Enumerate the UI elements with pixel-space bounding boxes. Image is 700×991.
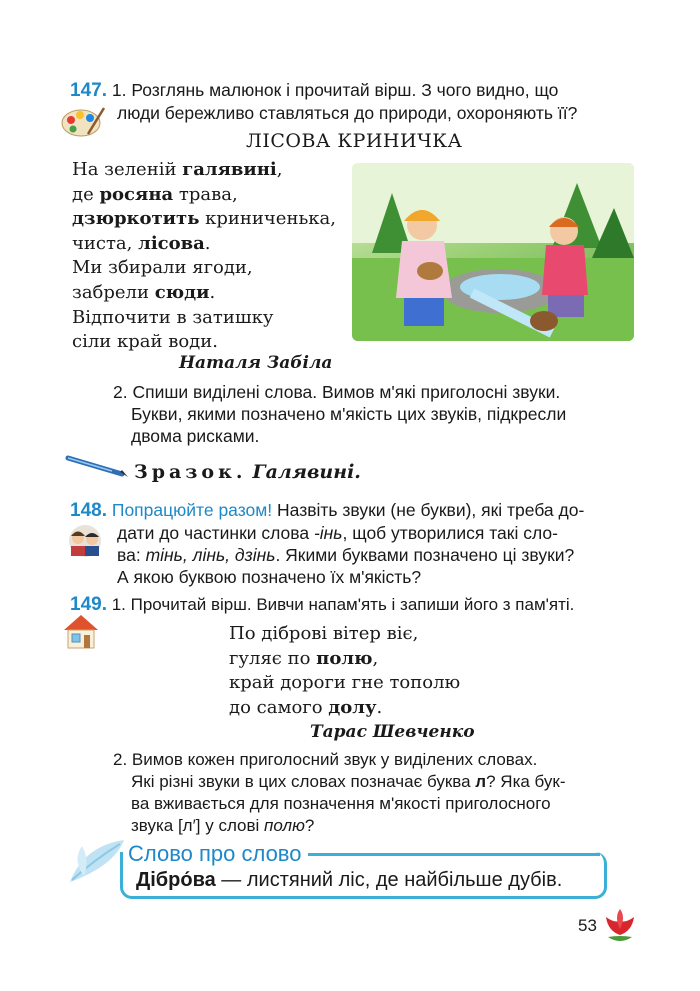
word-term: Дібро́ва bbox=[136, 869, 216, 891]
task-text-line: ва: тінь, лінь, дзінь. Якими буквами позначено ці звуки? bbox=[117, 545, 575, 565]
poem-line: край дороги гне тополю bbox=[229, 672, 461, 694]
task-149-part2 bbox=[113, 749, 638, 837]
task-149-header bbox=[70, 594, 640, 616]
task-text: 1. Розглянь малюнок і прочитай вірш. З чого видно, що bbox=[111, 80, 559, 100]
poem-line: По діброві вітер віє, bbox=[229, 623, 419, 644]
illustration-drawing bbox=[352, 163, 634, 341]
poem-line: дзюркотить криниченька, bbox=[72, 208, 336, 230]
task-text-line: звука [л′] у слові полю? bbox=[131, 816, 315, 835]
poem-line: забрели сюди. bbox=[72, 281, 216, 303]
pen-icon bbox=[64, 452, 128, 478]
task-text-line: 2. Спиши виділені слова. Вимов м'які приголосні звуки. bbox=[113, 382, 561, 402]
group-work-label: Попрацюйте разом! bbox=[111, 500, 273, 520]
task-147-part2 bbox=[113, 381, 634, 447]
poem-line: де росяна трава, bbox=[72, 183, 238, 205]
poem-line: Ми збирали ягоди, bbox=[72, 257, 253, 279]
flower-icon bbox=[600, 905, 640, 945]
poem-author: Тарас Шевченко bbox=[310, 722, 475, 742]
sample bbox=[134, 460, 361, 485]
poem-line: сіли край води. bbox=[72, 331, 218, 353]
poem-line: до самого долу. bbox=[229, 696, 383, 718]
palette-icon bbox=[60, 104, 106, 138]
illustration-children-at-spring bbox=[352, 163, 634, 341]
word-definition: — листяний ліс, де найбільше дубів. bbox=[215, 869, 563, 891]
task-number: 147. bbox=[70, 80, 107, 101]
page-number: 53 bbox=[578, 916, 597, 935]
poem-147 bbox=[72, 158, 372, 355]
task-text-line: дати до частинки слова -інь, щоб утворилися такі сло- bbox=[117, 523, 558, 543]
task-text-line: Букви, якими позначено м'якість цих звуків, підкресли bbox=[131, 404, 567, 424]
house-icon bbox=[62, 612, 100, 650]
word-box-definition bbox=[136, 868, 562, 892]
sample-word: Галявині. bbox=[252, 461, 361, 483]
word-box-heading-line bbox=[300, 853, 600, 856]
task-text-line: 2. Вимов кожен приголосний звук у виділених словах. bbox=[113, 750, 538, 769]
poem-author: Наталя Забіла bbox=[179, 353, 333, 373]
task-number: 148. bbox=[70, 500, 107, 521]
sample-label: Зразок. bbox=[134, 461, 247, 483]
task-text-line: двома рисками. bbox=[131, 426, 260, 446]
task-text-line: ва вживається для позначення м'якості приголосного bbox=[131, 794, 551, 813]
classmates-icon bbox=[65, 524, 105, 558]
task-text: 1. Прочитай вірш. Вивчи напам'ять і запиши його з пам'яті. bbox=[111, 595, 575, 614]
poem-line: Відпочити в затишку bbox=[72, 306, 274, 328]
poem-149 bbox=[229, 622, 529, 720]
task-number: 149. bbox=[70, 594, 107, 615]
word-box-heading: Слово про слово bbox=[128, 841, 308, 867]
task-text-line: 148. Попрацюйте разом! Назвіть звуки (не букви), які треба до- bbox=[70, 500, 585, 521]
poem-title: ЛІСОВА КРИНИЧКА bbox=[246, 130, 463, 152]
task-147-line2: люди бережливо ставляться до природи, охороняють її? bbox=[117, 103, 578, 123]
task-148-body bbox=[117, 522, 637, 588]
poem-line: гуляє по полю, bbox=[229, 647, 379, 669]
poem-line: чиста, лісова. bbox=[72, 232, 211, 254]
task-text-line: Які різні звуки в цих словах позначає буква л? Яка бук- bbox=[131, 772, 566, 791]
task-148 bbox=[70, 499, 640, 522]
task-text-line: А якою буквою позначено їх м'якість? bbox=[117, 567, 422, 587]
task-147-header bbox=[70, 79, 630, 102]
poem-line: На зеленій галявині, bbox=[72, 159, 283, 180]
